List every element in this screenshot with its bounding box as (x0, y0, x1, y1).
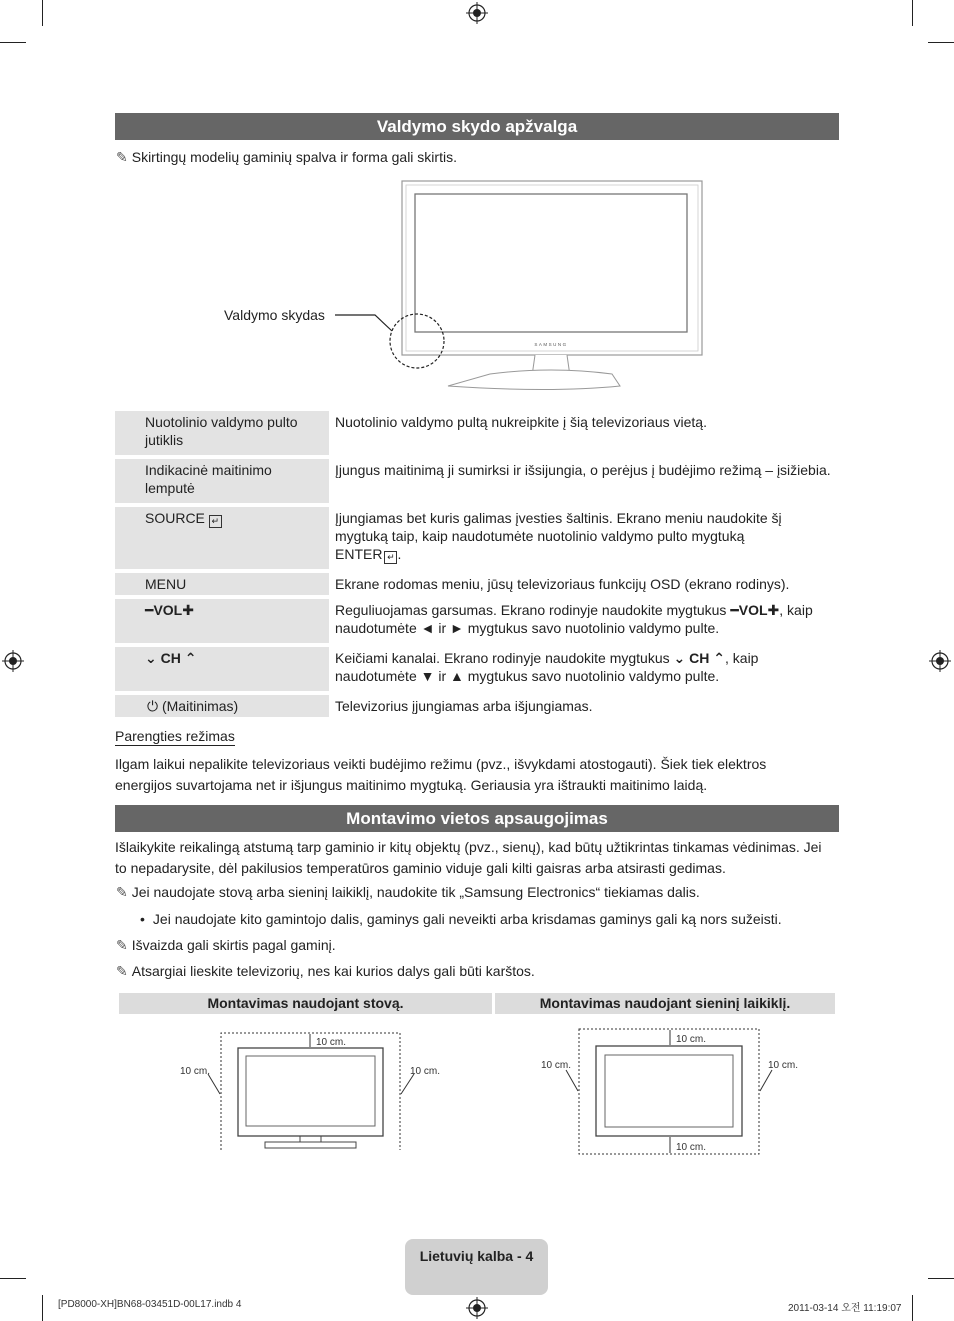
pencil-icon: ✎ (116, 963, 128, 979)
control-name: Nuotolinio valdymo pulto jutiklis (141, 411, 329, 455)
control-desc: Keičiami kanalai. Ekrano rodinyje naudokite mygtukus ⌄ CH ⌃, kaip naudotumėte ▼ ir ▲ mygtukus savo nuotolinio valdymo pulte. (335, 650, 759, 684)
minus-icon: ━ (145, 602, 154, 618)
crop-mark (0, 42, 26, 43)
control-desc: Televizorius įjungiamas arba išjungiamas. (335, 698, 593, 714)
svg-text:10 cm.: 10 cm. (316, 1037, 347, 1048)
svg-text:10 cm.: 10 cm. (541, 1060, 572, 1071)
table-row (115, 695, 839, 717)
svg-text:10 cm.: 10 cm. (676, 1034, 707, 1045)
chevron-down-icon: ⌄ (145, 650, 157, 666)
enter-icon: ↵ (384, 551, 397, 564)
wall-clearance-diagram (538, 1026, 813, 1156)
note: ✎ Skirtingų modelių gaminių spalva ir forma gali skirtis. (116, 149, 457, 165)
control-name: Indikacinė maitinimo lemputė (141, 459, 329, 503)
svg-text:10 cm.: 10 cm. (768, 1060, 799, 1071)
control-desc: Ekrane rodomas meniu, jūsų televizoriaus funkcijų OSD (ekrano rodinys). (335, 576, 790, 592)
standby-text: Ilgam laikui nepalikite televizoriaus veikti budėjimo režimu (pvz., išvykdami atostogauti). Šiek tiek elektros energijos suvartojama net ir išjungus maitinimo mygtuką. Geriausia yra ištraukti maitinimo laidą. (115, 756, 767, 793)
table-row (115, 411, 839, 455)
tv-front-illustration (220, 178, 710, 400)
crop-mark (928, 42, 954, 43)
section-title-installation: Montavimo vietos apsaugojimas (115, 805, 839, 832)
svg-text:10 cm.: 10 cm. (180, 1066, 211, 1077)
standby-heading: Parengties režimas (115, 728, 235, 744)
table-row (115, 507, 839, 569)
svg-text:SAMSUNG: SAMSUNG (534, 342, 568, 347)
control-name: ⏻ (Maitinimas) (141, 695, 329, 717)
callout-label: Valdymo skydas (224, 307, 325, 323)
minus-icon: ━ (730, 602, 739, 618)
print-slug-left: [PD8000-XH]BN68-03451D-00L17.indb 4 (58, 1299, 242, 1310)
controls-table (115, 407, 839, 721)
registration-mark-icon (929, 650, 951, 672)
control-desc: Reguliuojamas garsumas. Ekrano rodinyje naudokite mygtukus ━VOL✚, kaip naudotumėte ◄ ir ► mygtukus savo nuotolinio valdymo pulte. (335, 602, 813, 636)
power-icon: ⏻ (147, 698, 159, 714)
bullet-item: • Jei naudojate kito gamintojo dalis, gaminys gali neveikti arba krisdamas gaminys gali ką nors sužeisti. (140, 911, 782, 927)
control-desc: Įjungiamas bet kuris galimas įvesties šaltinis. Ekrano meniu naudokite šį mygtuką taip, kaip naudotumėte nuotolinio valdymo pulto mygtuką ENTER ↵ . (335, 510, 782, 562)
registration-mark-icon (466, 2, 488, 24)
page-number-tab: Lietuvių kalba - 4 (405, 1239, 548, 1295)
crop-mark (42, 0, 43, 26)
svg-text:10 cm.: 10 cm. (676, 1142, 707, 1153)
table-row (115, 599, 839, 643)
pencil-icon: ✎ (116, 884, 128, 900)
mount-stand-heading: Montavimas naudojant stovą. (119, 993, 492, 1014)
control-name: MENU (141, 573, 329, 595)
pencil-icon: ✎ (116, 937, 128, 953)
chevron-down-icon: ⌄ (673, 650, 686, 666)
plus-icon: ✚ (767, 602, 780, 618)
note: ✎ Išvaizda gali skirtis pagal gaminį. (116, 937, 336, 953)
crop-mark (912, 0, 913, 26)
print-slug-right: 2011-03-14 오전 11:19:07 (788, 1303, 902, 1314)
enter-icon: ↵ (209, 515, 222, 528)
bullet-icon: • (140, 911, 145, 927)
mount-wall-heading: Montavimas naudojant sieninį laikiklį. (495, 993, 835, 1014)
crop-mark (928, 1278, 954, 1279)
table-row (115, 647, 839, 691)
chevron-up-icon: ⌃ (184, 650, 197, 666)
table-row (115, 573, 839, 595)
note: ✎ Atsargiai lieskite televizorių, nes kai kurios dalys gali būti karštos. (116, 963, 535, 979)
registration-mark-icon (466, 1297, 488, 1319)
installation-paragraph: Išlaikykite reikalingą atstumą tarp gaminio ir kitų objektų (pvz., sienų), kad būtų užtikrintas tinkamas vėdinimas. Jei to nepadarysite, dėl pakilusios temperatūros gaminio viduje gali kilti gaisras arba atsirasti gedimas. (115, 839, 822, 876)
control-name: ━VOL✚ (141, 599, 329, 643)
note: ✎ Jei naudojate stovą arba sieninį laikiklį, naudokite tik „Samsung Electronics“ tiekiamas dalis. (116, 884, 700, 900)
svg-text:10 cm.: 10 cm. (410, 1066, 441, 1077)
stand-clearance-diagram (170, 1028, 441, 1154)
control-desc: Įjungus maitinimą ji sumirksi ir išsijungia, o perėjus į budėjimo režimą – įsižiebia. (335, 462, 831, 478)
chevron-up-icon: ⌃ (713, 650, 725, 666)
crop-mark (0, 1278, 26, 1279)
control-desc: Nuotolinio valdymo pultą nukreipkite į šią televizoriaus vietą. (335, 414, 707, 430)
section-title-control-panel: Valdymo skydo apžvalga (115, 113, 839, 140)
pencil-icon: ✎ (116, 149, 128, 165)
crop-mark (42, 1295, 43, 1321)
registration-mark-icon (2, 650, 24, 672)
control-name: ⌄ CH ⌃ (141, 647, 329, 691)
crop-mark (912, 1295, 913, 1321)
plus-icon: ✚ (182, 602, 194, 618)
control-name: SOURCE ↵ (141, 507, 329, 569)
table-row (115, 459, 839, 503)
